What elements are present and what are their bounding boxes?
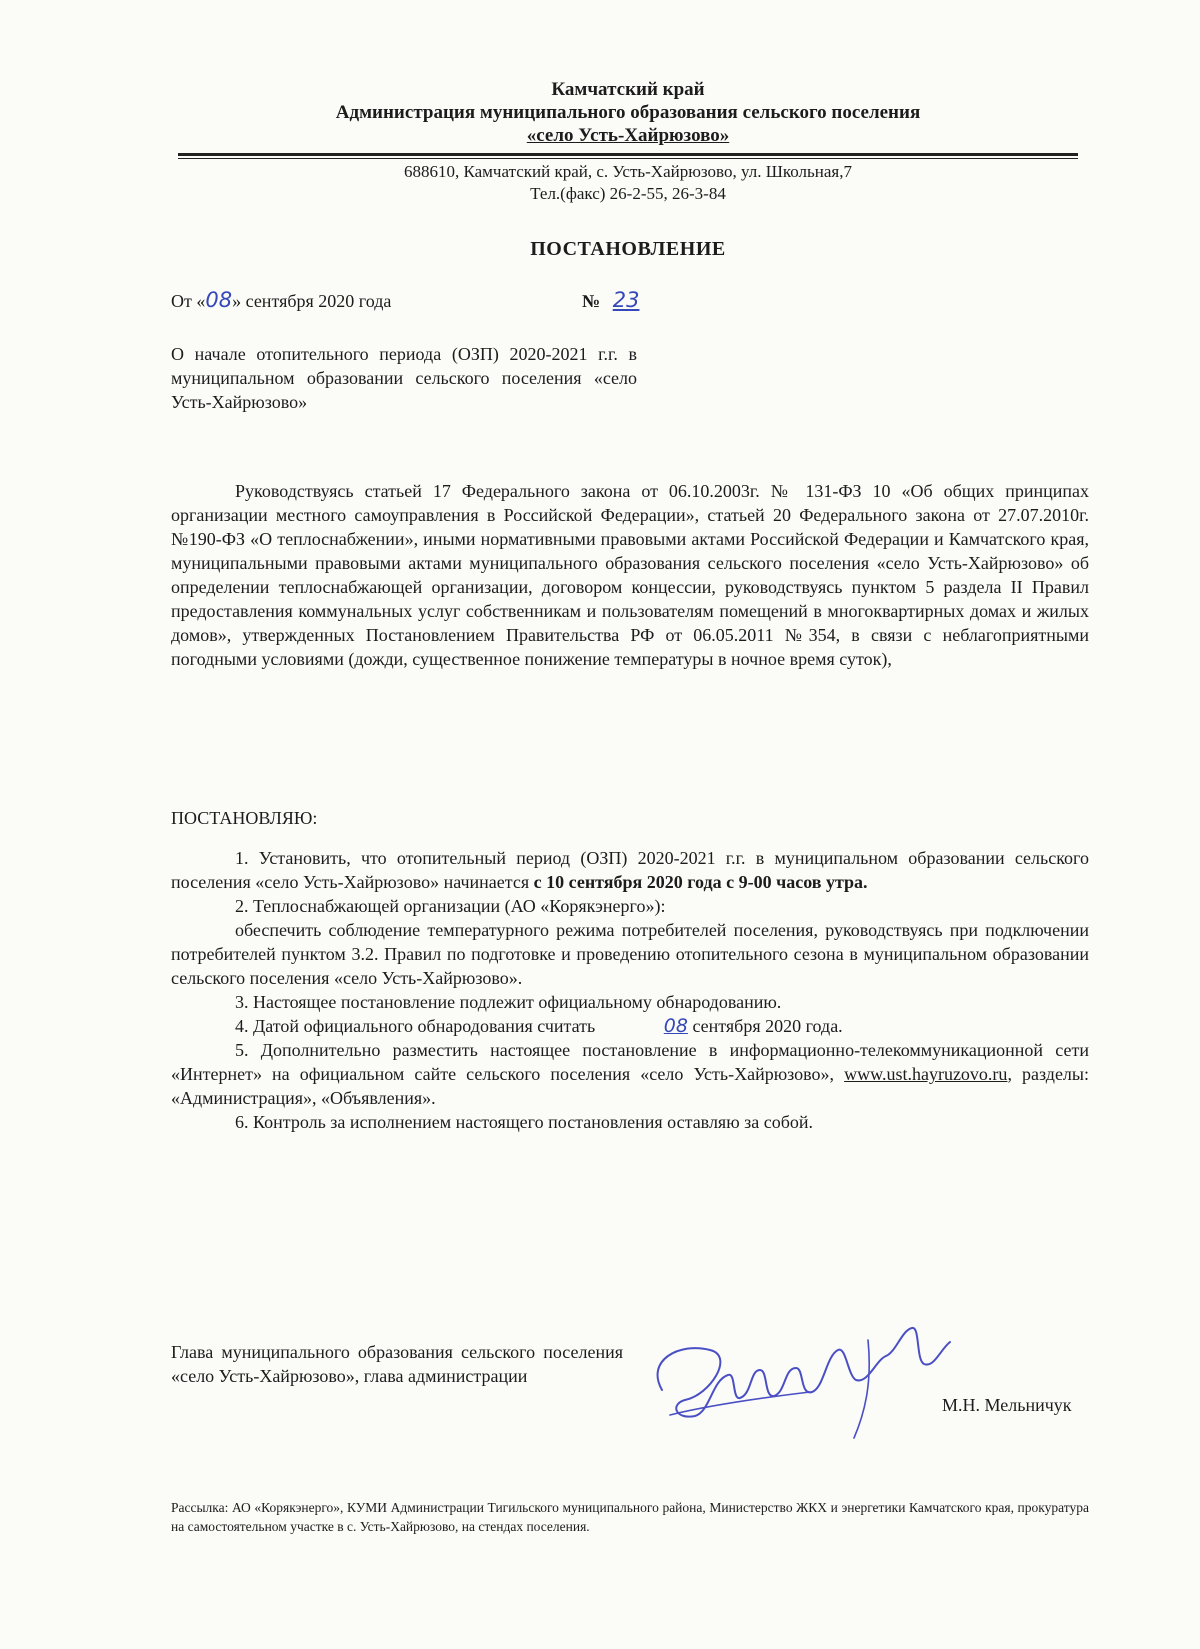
distribution-list: Рассылка: АО «Корякэнерго», КУМИ Администрации Тигильского муниципального района, Министерство ЖКХ и энергетики Камчатского края, прокуратура на самостоятельном участке в с. Усть-Хайрюзово, на стендах поселения.: [171, 1500, 1089, 1534]
date-suffix: » сентября 2020 года: [232, 291, 392, 311]
letterhead: [178, 78, 1078, 147]
letterhead-rule-thick: [178, 153, 1078, 156]
phone: Тел.(факс) 26-2-55, 26-3-84: [530, 184, 726, 203]
item-1: 1. Установить, что отопительный период (ОЗП) 2020-2021 г.г. в муниципальном образовании сельского поселения «село Усть-Хайрюзово» начинается с 10 сентября 2020 года с 9-00 часов утра.: [171, 848, 1089, 892]
letterhead-contacts: [178, 161, 1078, 205]
publish-day-handwritten: 08: [663, 1015, 688, 1037]
document-number: [582, 288, 652, 313]
preamble: Руководствуясь статьей 17 Федерального закона от 06.10.2003г. № 131-ФЗ 10 «Об общих принципах организации местного самоуправления в Российской Федерации», статьей 20 Федерального закона от 27.07.2010г. №190-ФЗ «О теплоснабжении», иными нормативными правовыми актами Российской Федерации и Камчатского края, муниципальными правовыми актами муниципального образования сельского поселения «село Усть-Хайрюзово» об определении теплоснабжающей организации, договором концессии, руководствуясь пунктом 5 раздела II Правил предоставления коммунальных услуг собственникам и пользователям помещений в многоквартирных домах и жилых домов», утвержденных Постановлением Правительства РФ от 06.05.2011 №354, в связи с неблагоприятными погодными условиями (дожди, существенное понижение температуры в ночное время суток),: [171, 481, 1089, 669]
region-name: Камчатский край: [551, 79, 705, 100]
item-3: 3. Настоящее постановление подлежит официальному обнародованию.: [235, 992, 782, 1012]
number-label: №: [582, 291, 601, 311]
signatory-position: Глава муниципального образования сельского поселения «село Усть-Хайрюзово», глава администрации: [171, 1342, 623, 1386]
item-4: 4. Датой официального обнародования считать 08 сентября 2020 года.: [235, 1015, 843, 1037]
item-2: 2. Теплоснабжающей организации (АО «Корякэнерго»):: [235, 896, 666, 916]
signatory-name: М.Н. Мельничук: [942, 1395, 1072, 1415]
date-day-handwritten: 08: [205, 288, 233, 312]
date-prefix: От «: [171, 291, 206, 311]
website-link[interactable]: www.ust.hayruzovo.ru: [844, 1064, 1008, 1084]
item-1-bold: с 10 сентября 2020 года с 9-00 часов утра.: [533, 872, 868, 892]
dateline: [171, 288, 651, 313]
item-5: 5. Дополнительно разместить настоящее постановление в информационно-телекоммуникационной сети «Интернет» на официальном сайте сельского поселения «село Усть-Хайрюзово», www.ust.hayruzovo.ru, разделы: «Администрация», «Объявления».: [171, 1040, 1090, 1108]
address: 688610, Камчатский край, с. Усть-Хайрюзово, ул. Школьная,7: [404, 162, 852, 181]
subject: О начале отопительного периода (ОЗП) 2020-2021 г.г. в муниципальном образовании сельского поселения «село Усть-Хайрюзово»: [171, 344, 637, 412]
letterhead-rule-thin: [178, 158, 1078, 159]
resolution-items: [171, 846, 1089, 1134]
item-2-sub: обеспечить соблюдение температурного режима потребителей поселения, руководствуясь при подключении потребителей пунктом 3.2. Правил по подготовке и проведению отопительного сезона в муниципальном образовании сельского поселения «село Усть-Хайрюзово».: [171, 920, 1089, 988]
administration-name: Администрация муниципального образования сельского поселения: [335, 102, 921, 123]
settlement-name: «село Усть-Хайрюзово»: [526, 125, 730, 146]
item-6: 6. Контроль за исполнением настоящего постановления оставляю за собой.: [235, 1112, 814, 1132]
number-handwritten: 23: [612, 288, 640, 312]
resolve-word: ПОСТАНОВЛЯЮ:: [171, 808, 318, 828]
handwritten-signature: [640, 1320, 960, 1450]
document-title: ПОСТАНОВЛЕНИЕ: [530, 238, 726, 260]
